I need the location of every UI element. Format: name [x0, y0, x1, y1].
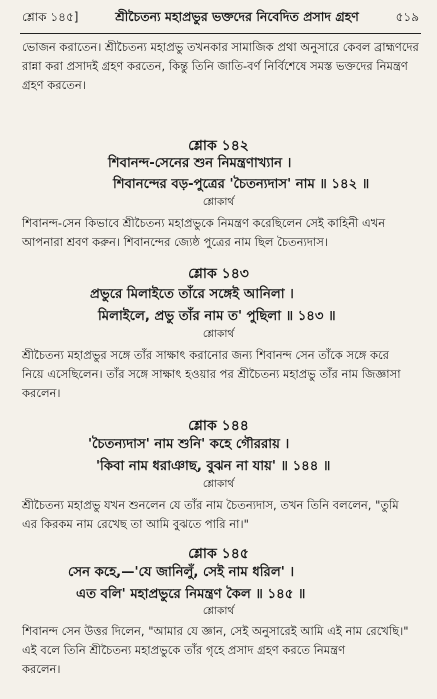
- verse-line: এত বলি' মহাপ্রভুরে নিমন্ত্রণ কৈল ॥ ১৪৫ ॥: [76, 586, 306, 602]
- verse-line: মিলাইলে, প্রভু তাঁর নাম ত' পুছিলা ॥ ১৪৩ ॥: [98, 308, 336, 324]
- paragraph-line: আপনারা শ্রবণ করুন। শিবানন্দের জ্যেষ্ঠ পুত্রের নাম ছিল চৈতন্যদাস।: [22, 235, 328, 249]
- verse-line: শিবানন্দের বড়-পুত্রের 'চৈতন্যদাস' নাম ॥ ১৪২ ॥: [113, 176, 370, 192]
- paragraph-line: গ্রহণ করতেন।: [22, 78, 86, 92]
- verse-line: শিবানন্দ-সেনের শুন নিমন্ত্রণাখ্যান ।: [108, 155, 292, 171]
- intro-paragraph: [22, 38, 417, 95]
- verse-line: 'কিবা নাম ধরাঞাছ, বুঝন না যায়' ॥ ১৪৪ ॥: [96, 458, 331, 474]
- paragraph-line: শ্রীচৈতন্য মহাপ্রভুর সঙ্গে তাঁর সাক্ষাৎ করানোর জন্য শিবানন্দ সেন তাঁকে সঙ্গে করে: [22, 348, 389, 362]
- paragraph-line: রান্না করা প্রসাদই গ্রহণ করতেন, কিন্তু তিনি জাতি-বর্ণ নির্বিশেষে সমস্ত ভক্তদের নিমন্ত্রণ: [22, 59, 408, 73]
- verse-title: শ্লোক ১৪২: [188, 138, 249, 154]
- page-number: ৫১৯: [395, 10, 419, 24]
- translation-heading: শ্লোকার্থ: [202, 605, 235, 617]
- paragraph-line: করলেন।: [22, 386, 61, 400]
- paragraph-line: এর কিরকম নাম রেখেছ তা আমি বুঝতে পারি না।": [22, 517, 249, 531]
- paragraph-line: এই বলে তিনি শ্রীচৈতন্য মহাপ্রভুকে তাঁর গৃহে প্রসাদ গ্রহণ করতে নিমন্ত্রণ: [22, 643, 346, 657]
- translation-heading: শ্লোকার্থ: [202, 196, 235, 208]
- paragraph-line: শিবানন্দ সেন উত্তর দিলেন, "আমার যে জ্ঞান, সেই অনুসারেই আমি এই নাম রেখেছি।": [22, 624, 409, 638]
- paragraph-line: নিয়ে এসেছিলেন। তাঁর সঙ্গে সাক্ষাৎ হওয়ার পর শ্রীচৈতন্য মহাপ্রভু তাঁর নাম জিজ্ঞাসা: [22, 367, 401, 381]
- translation-heading: শ্লোকার্থ: [202, 328, 235, 340]
- verse-title: শ্লোক ১৪৫: [188, 546, 249, 562]
- translation-paragraph: [22, 622, 417, 679]
- translation-paragraph: [22, 214, 417, 252]
- verse-line: প্রভুরে মিলাইতে তাঁরে সঙ্গেই আনিলা ।: [90, 286, 294, 302]
- translation-heading: শ্লোকার্থ: [202, 478, 235, 490]
- paragraph-line: শিবানন্দ-সেন কিভাবে শ্রীচৈতন্য মহাপ্রভুকে নিমন্ত্রণ করেছিলেন সেই কাহিনী এখন: [22, 216, 386, 230]
- verse-line: 'চৈতন্যদাস' নাম শুনি' কহে গৌররায় ।: [88, 436, 290, 452]
- paragraph-line: শ্রীচৈতন্য মহাপ্রভু যখন শুনলেন যে তাঁর নাম চৈতন্যদাস, তখন তিনি বললেন, "তুমি: [22, 498, 399, 512]
- translation-paragraph: [22, 496, 417, 534]
- running-header: [22, 8, 419, 30]
- verse-title: শ্লোক ১৪৩: [188, 266, 249, 282]
- paragraph-line: ভোজন করাতেন। শ্রীচৈতন্য মহাপ্রভু তখনকার সামাজিক প্রথা অনুসারে কেবল ব্রাহ্মণদের: [22, 40, 419, 54]
- verse-line: সেন কহে,—'যে জানিলুঁ, সেই নাম ধরিল' ।: [68, 564, 295, 580]
- verse-title: শ্লোক ১৪৪: [188, 418, 249, 434]
- translation-paragraph: [22, 346, 417, 403]
- header-verse-ref: শ্লোক ১৪৫]: [22, 10, 79, 24]
- header-chapter-title: শ্রীচৈতন্য মহাপ্রভুর ভক্তদের নিবেদিত প্রসাদ গ্রহণ: [115, 9, 359, 24]
- header-rule: [20, 33, 421, 34]
- paragraph-line: করলেন।: [22, 662, 61, 676]
